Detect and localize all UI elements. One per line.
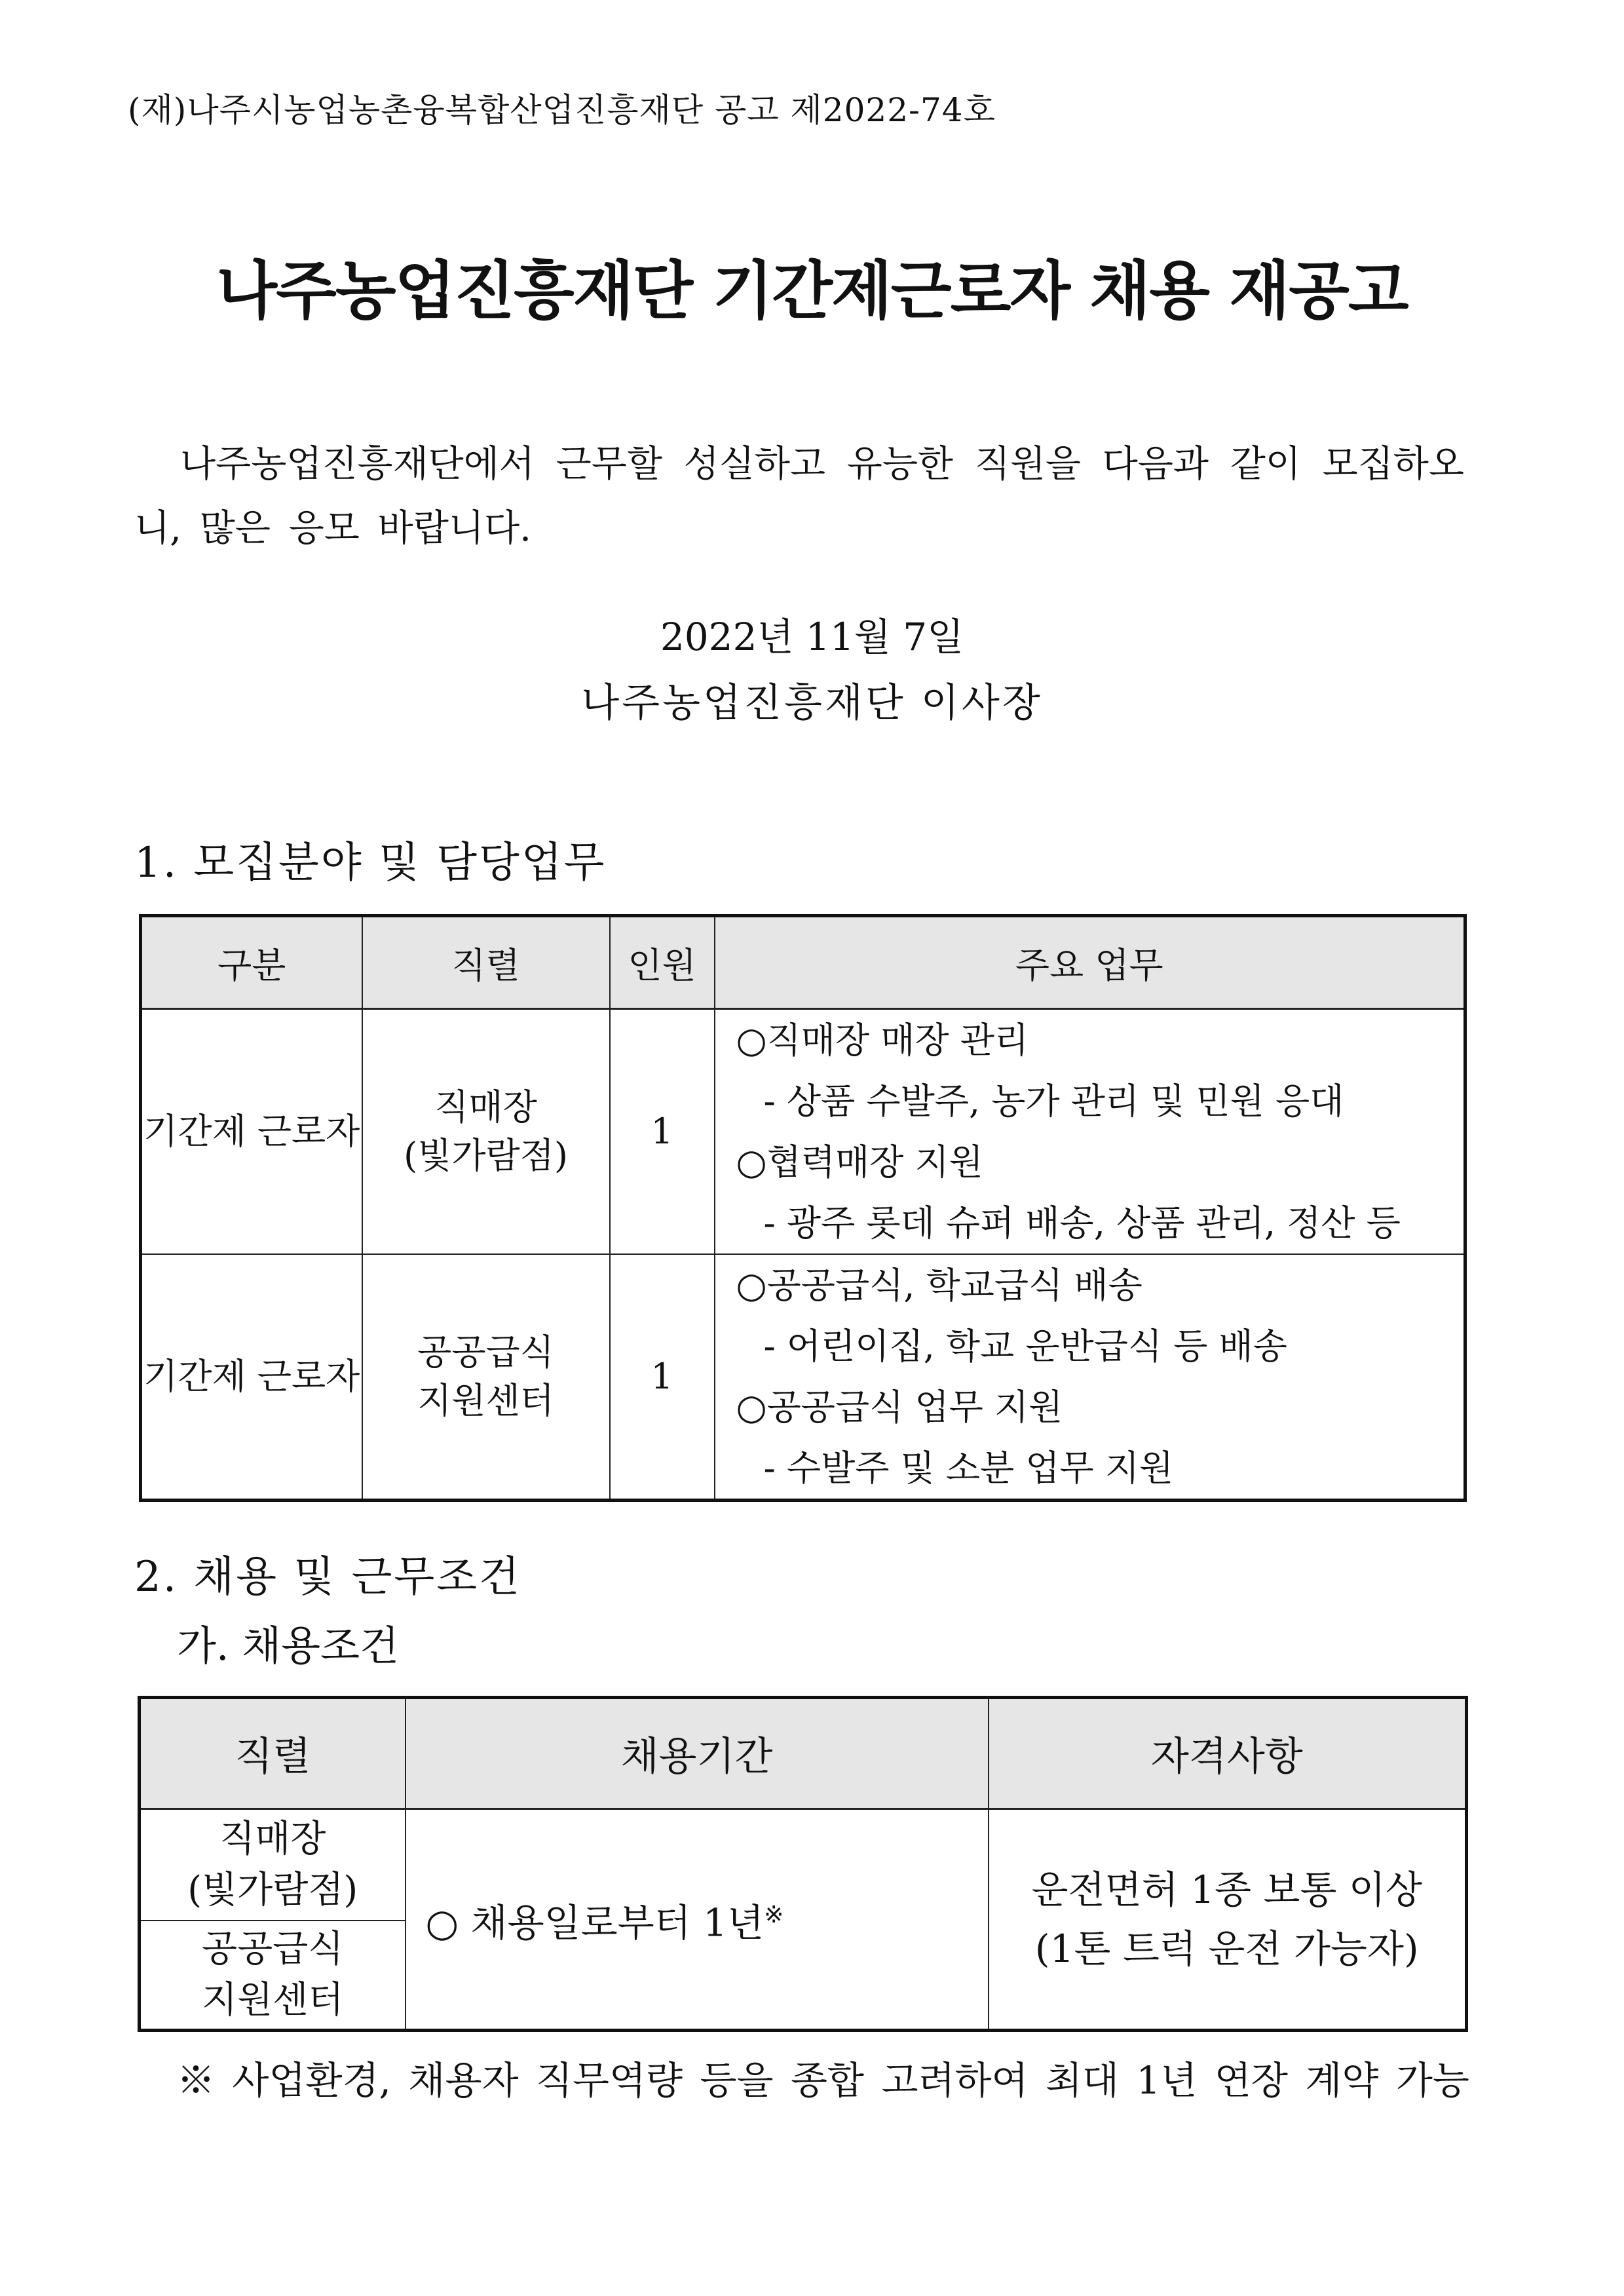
position-cell bbox=[140, 1809, 406, 1921]
signer: 나주농업진흥재단 이사장 bbox=[581, 680, 1043, 726]
section2-heading: 2. 채용 및 근무조건 bbox=[134, 1553, 521, 1601]
qualification-line: 운전면허 1종 보통 이상 bbox=[1031, 1867, 1422, 1912]
row-duties bbox=[715, 1009, 1465, 1255]
duty-item: ○직매장 매장 관리 bbox=[736, 1020, 1029, 1061]
header-category: 구분 bbox=[141, 916, 362, 1009]
duty-subitem: - 광주 롯데 슈퍼 배송, 상품 관리, 정산 등 bbox=[763, 1202, 1401, 1244]
announcement-date: 2022년 11월 7일 bbox=[660, 615, 964, 659]
recruitment-table bbox=[139, 914, 1467, 1502]
duty-subitem: - 수발주 및 소분 업무 지원 bbox=[763, 1447, 1174, 1489]
table-row bbox=[141, 1254, 1465, 1501]
qualification-cell bbox=[989, 1809, 1467, 2031]
row-position bbox=[362, 1009, 610, 1255]
position-line: 지원센터 bbox=[417, 1380, 554, 1421]
row-duties bbox=[715, 1254, 1465, 1501]
table-row bbox=[141, 1009, 1465, 1255]
notice-number: (재)나주시농업농촌융복합산업진흥재단 공고 제2022-74호 bbox=[128, 91, 996, 129]
header-qualification: 자격사항 bbox=[989, 1698, 1467, 1809]
row-category: 기간제 근로자 bbox=[141, 1009, 362, 1255]
table-header-row bbox=[141, 916, 1465, 1009]
header-duties: 주요 업무 bbox=[715, 916, 1465, 1009]
conditions-table bbox=[138, 1696, 1468, 2032]
position-line: 지원센터 bbox=[202, 1978, 344, 2021]
page-title: 나주농업진흥재단 기간제근로자 채용 재공고 bbox=[216, 254, 1408, 328]
qualification-line: (1톤 트럭 운전 가능자) bbox=[1034, 1926, 1419, 1971]
row-position bbox=[362, 1254, 610, 1501]
row-category: 기간제 근로자 bbox=[141, 1254, 362, 1501]
position-line: 직매장 bbox=[219, 1817, 326, 1860]
row-count: 1 bbox=[610, 1254, 715, 1501]
footnote: ※ 사업환경, 채용자 직무역량 등을 종합 고려하여 최대 1년 연장 계약 가능 bbox=[177, 2058, 1469, 2103]
header-period: 채용기간 bbox=[406, 1698, 989, 1809]
position-line: (빛가람점) bbox=[187, 1868, 358, 1911]
position-line: 공공급식 bbox=[202, 1927, 344, 1970]
period-cell bbox=[406, 1809, 989, 2031]
table-header-row bbox=[140, 1698, 1467, 1809]
header-count: 인원 bbox=[610, 916, 715, 1009]
duty-item: ○협력매장 지원 bbox=[736, 1141, 983, 1183]
section1-heading: 1. 모집분야 및 담당업무 bbox=[134, 839, 607, 887]
table-row bbox=[140, 1809, 1467, 1921]
intro-paragraph: 나주농업진흥재단에서 근무할 성실하고 유능한 직원을 다음과 같이 모집하오니, 많은 응모 바랍니다. bbox=[134, 443, 1464, 550]
duty-item: ○공공급식, 학교급식 배송 bbox=[736, 1265, 1142, 1306]
position-line: 공공급식 bbox=[417, 1331, 554, 1373]
duty-subitem: - 어린이집, 학교 운반급식 등 배송 bbox=[763, 1326, 1287, 1367]
header-position: 직렬 bbox=[362, 916, 610, 1009]
duty-item: ○공공급식 업무 지원 bbox=[736, 1387, 1063, 1428]
position-cell bbox=[140, 1921, 406, 2031]
row-count: 1 bbox=[610, 1009, 715, 1255]
period-text: ○ 채용일로부터 1년 bbox=[425, 1900, 765, 1945]
section2-subheading: 가. 채용조건 bbox=[177, 1622, 399, 1670]
header-position: 직렬 bbox=[140, 1698, 406, 1809]
duty-subitem: - 상품 수발주, 농가 관리 및 민원 응대 bbox=[763, 1081, 1344, 1122]
position-line: 직매장 bbox=[434, 1086, 537, 1128]
position-line: (빛가람점) bbox=[404, 1135, 568, 1176]
period-footnote-mark: ※ bbox=[764, 1902, 784, 1929]
